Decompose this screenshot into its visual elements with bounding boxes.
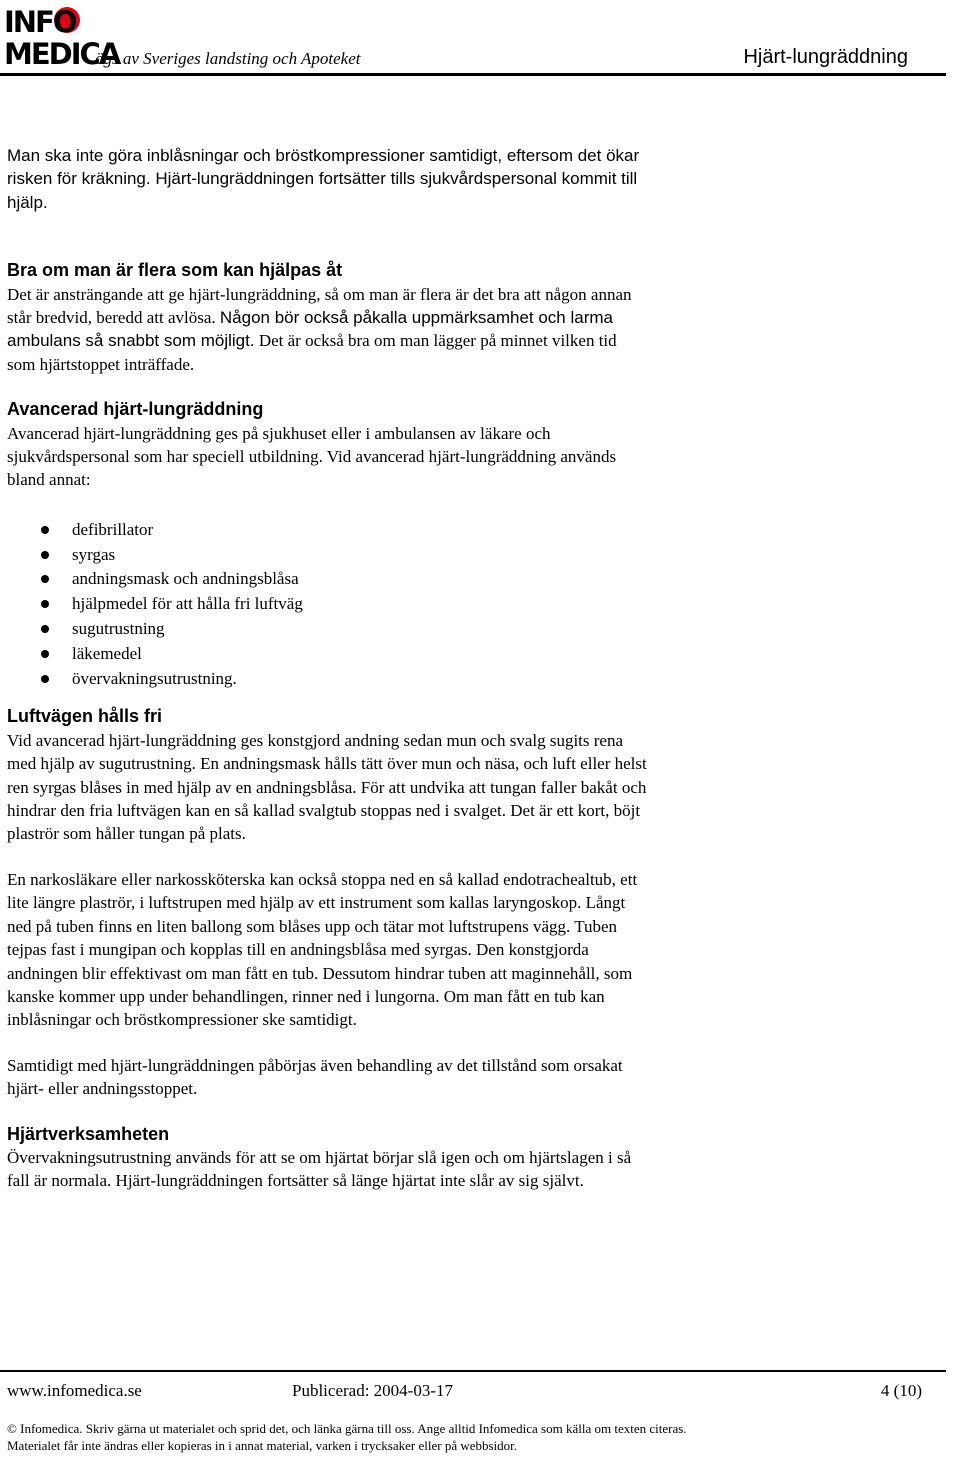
section-heading-flera: Bra om man är flera som kan hjälpas åt <box>7 260 343 281</box>
footer-published-date: Publicerad: 2004-03-17 <box>292 1381 453 1400</box>
infomedica-logo[interactable] <box>4 4 120 71</box>
logo-line1: INFO <box>4 5 76 39</box>
footer-page-number: 4 (10) <box>880 1381 922 1400</box>
document-body <box>7 144 647 1193</box>
bullet-icon <box>41 650 49 658</box>
list-item: syrgas <box>7 543 647 568</box>
section-paragraph-avancerad: Avancerad hjärt-lungräddning ges på sjukhuset eller i ambulansen av läkare och sjukvårdspersonal som har speciell utbildning. Vid avancerad hjärt-lungräddning används bland annat: <box>7 423 617 490</box>
equipment-list <box>7 518 647 692</box>
footer-restriction: Materialet får inte ändras eller kopieras in i annat material, varken i trycksaker eller på webbsidor. <box>7 1438 518 1453</box>
section-heading-hjartverksamheten: Hjärtverksamheten <box>7 1123 170 1144</box>
bullet-icon <box>41 600 49 608</box>
page-header <box>0 0 960 76</box>
list-item: defibrillator <box>7 518 647 543</box>
list-item: hjälpmedel för att hålla fri luftväg <box>7 592 647 617</box>
footer-copyright: © Infomedica. Skriv gärna ut materialet och sprid det, och länka gärna till oss. Ange alltid Infomedica som källa om texten citeras. <box>7 1421 687 1436</box>
header-divider <box>0 73 946 76</box>
section-paragraph-luftvagen-3: Samtidigt med hjärt-lungräddningen påbörjas även behandling av det tillstånd som orsakat hjärt- eller andningsstoppet. <box>7 1055 623 1099</box>
bullet-icon <box>41 625 49 633</box>
bullet-icon <box>41 526 49 534</box>
list-item: sugutrustning <box>7 617 647 642</box>
bullet-icon <box>41 675 49 683</box>
footer-website-link[interactable]: www.infomedica.se <box>7 1381 142 1400</box>
bullet-icon <box>41 551 49 559</box>
paragraph-text: Det är också bra om man lägger på minnet vilken tid som hjärtstoppet inträffade. <box>7 331 617 374</box>
bullet-icon <box>41 575 49 583</box>
section-paragraph-hjartverksamheten: Övervakningsutrustning används för att se om hjärtat börjar slå igen och om hjärtslagen i så fall är normala. Hjärt-lungräddningen fortsätter så länge hjärtat inte slår av sig självt. <box>7 1147 632 1191</box>
document-title: Hjärt-lungräddning <box>743 46 908 68</box>
section-heading-luftvagen: Luftvägen hålls fri <box>7 706 163 727</box>
section-paragraph-luftvagen-1: Vid avancerad hjärt-lungräddning ges konstgjord andning sedan mun och svalg sugits rena med hjälp av sugutrustning. En andningsmask hålls tätt över mun och näsa, och luft eller helst ren syrgas blåses in med hjälp av en andningsblåsa. För att undvika att tungan faller bakåt och hindrar den fria luftvägen kan en så kallad svalgtub stoppas ned i svalget. Det är ett kort, böjt plaströr som håller tungan på plats. <box>7 730 647 844</box>
paragraph-text: Det är ansträngande att ge hjärt-lungräddning, så om man är flera är det bra att någon annan står bredvid, beredd att avlösa. <box>7 284 632 328</box>
section-paragraph-luftvagen-2: En narkosläkare eller narkossköterska kan också stoppa ned en så kallad endotrachealtub, ett lite längre plaströr, i luftstrupen med hjälp av ett instrument som kallas laryngoskop. Långt ned på tuben finns en liten ballong som blåses upp och tätar mot luftstrupens vägg. Tuben tejpas fast i mungipan och kopplas till en andningsblåsa med syrgas. Den konstgjorda andningen blir effektivast om man fått en tub. Dessutom hindrar tuben att maginnehåll, som kanske kommer upp under behandlingen, rinner ned i lungorna. Om man fått en tub kan inblåsningar och bröstkompressioner ske samtidigt. <box>7 869 638 1030</box>
paragraph-intro: Man ska inte göra inblåsningar och bröstkompressioner samtidigt, eftersom det ökar risken för kräkning. Hjärt-lungräddningen fortsätter tills sjukvårdspersonal kommit till hjälp. <box>7 146 640 212</box>
section-heading-avancerad: Avancerad hjärt-lungräddning <box>7 399 264 420</box>
paragraph-text: Någon bör också påkalla uppmärksamhet och larma ambulans så snabbt som möjligt. <box>7 308 613 351</box>
section-paragraph-flera <box>7 283 647 377</box>
logo-line2: MEDICA <box>4 37 120 71</box>
footer-divider <box>0 1370 946 1372</box>
list-item: andningsmask och andningsblåsa <box>7 567 647 592</box>
list-item: övervakningsutrustning. <box>7 667 647 692</box>
list-item: läkemedel <box>7 642 647 667</box>
header-tagline: ägs av Sveriges landsting och Apoteket <box>95 49 361 68</box>
